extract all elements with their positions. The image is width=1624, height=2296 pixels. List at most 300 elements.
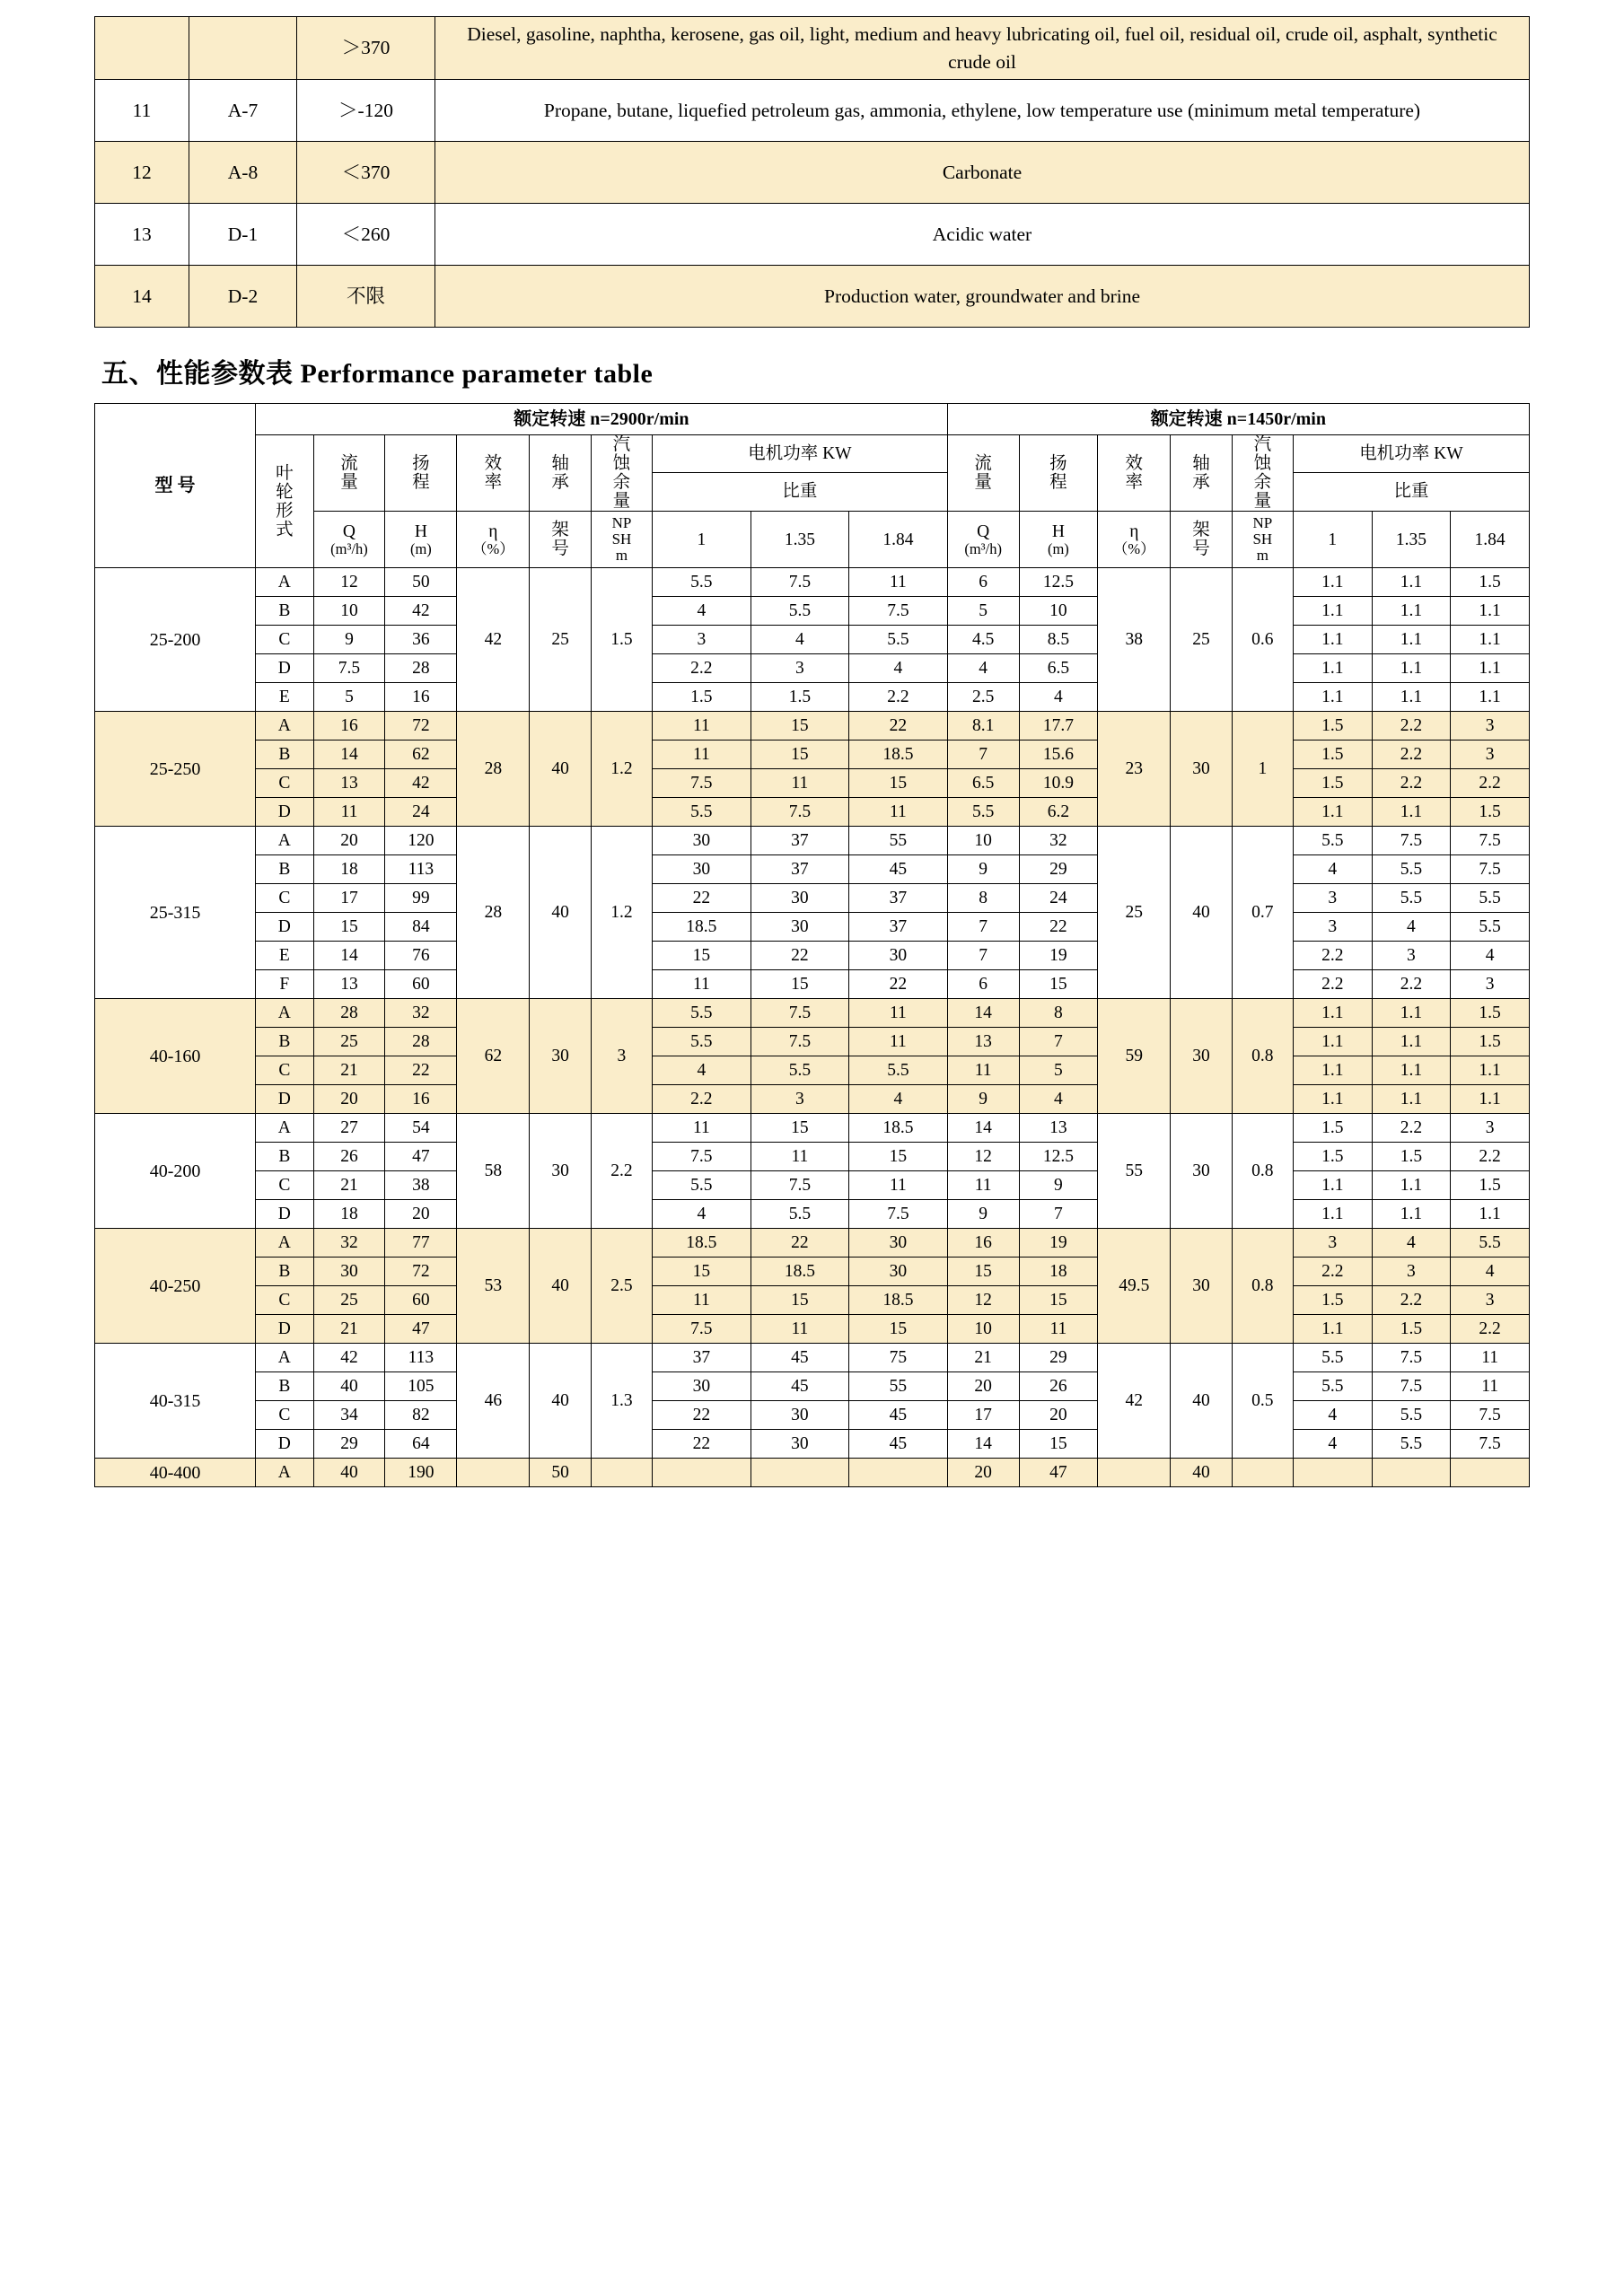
cell-power-2900-g1: 15 [653, 1258, 751, 1286]
table-row [95, 769, 1530, 798]
cell-impeller: A [256, 1229, 313, 1258]
cell-eff-1450: 42 [1098, 1344, 1171, 1459]
cell-head-1450: 24 [1019, 884, 1098, 913]
table-row [95, 1344, 1530, 1372]
media-code: A-7 [189, 80, 297, 142]
col-header-speed-2900: 额定转速 n=2900r/min [256, 404, 948, 435]
cell-head-2900: 113 [385, 1344, 457, 1372]
cell-npsh-1450: 1 [1232, 712, 1293, 827]
cell-flow-2900: 7.5 [313, 654, 385, 683]
cell-flow-1450: 5.5 [947, 798, 1019, 827]
cell-power-2900-g135: 7.5 [751, 568, 849, 597]
cell-power-2900-g184: 55 [849, 1372, 948, 1401]
cell-power-2900-g1: 11 [653, 712, 751, 741]
cell-power-1450-g184: 1.1 [1451, 1085, 1530, 1114]
cell-power-1450-g1 [1293, 1459, 1372, 1487]
cell-power-2900-g1: 4 [653, 597, 751, 626]
cell-impeller: C [256, 626, 313, 654]
cell-eff-1450: 25 [1098, 827, 1171, 999]
cell-flow-1450: 2.5 [947, 683, 1019, 712]
cell-power-1450-g135: 2.2 [1372, 769, 1451, 798]
cell-power-2900-g184: 45 [849, 1401, 948, 1430]
cell-power-1450-g184: 1.1 [1451, 683, 1530, 712]
cell-head-2900: 28 [385, 654, 457, 683]
cell-power-1450-g1: 1.5 [1293, 712, 1372, 741]
cell-npsh-2900: 3 [591, 999, 652, 1114]
cell-bearing-1450: 30 [1171, 999, 1232, 1114]
cell-head-1450: 12.5 [1019, 1143, 1098, 1171]
cell-head-1450: 15 [1019, 970, 1098, 999]
cell-power-2900-g1: 18.5 [653, 913, 751, 942]
table-row [95, 999, 1530, 1028]
cell-model: 40-250 [95, 1229, 256, 1344]
cell-power-1450-g184: 1.5 [1451, 1028, 1530, 1056]
cell-power-2900-g1: 7.5 [653, 1143, 751, 1171]
cell-power-1450-g1: 3 [1293, 884, 1372, 913]
cell-impeller: B [256, 741, 313, 769]
cell-power-1450-g184: 3 [1451, 970, 1530, 999]
col-header-gravity-1450: 比重 [1293, 472, 1529, 511]
cell-power-1450-g1: 1.1 [1293, 597, 1372, 626]
cell-flow-2900: 20 [313, 827, 385, 855]
cell-flow-1450: 9 [947, 1085, 1019, 1114]
cell-power-1450-g184: 11 [1451, 1372, 1530, 1401]
cell-head-2900: 72 [385, 712, 457, 741]
cell-power-1450-g1: 1.1 [1293, 568, 1372, 597]
col-symbol-g135-1450: 1.35 [1372, 512, 1451, 568]
cell-flow-2900: 25 [313, 1286, 385, 1315]
cell-power-2900-g135 [751, 1459, 849, 1487]
cell-power-2900-g1: 2.2 [653, 654, 751, 683]
cell-impeller: A [256, 1114, 313, 1143]
cell-flow-1450: 15 [947, 1258, 1019, 1286]
cell-impeller: D [256, 1315, 313, 1344]
cell-power-2900-g184 [849, 1459, 948, 1487]
cell-npsh-1450: 0.8 [1232, 999, 1293, 1114]
cell-impeller: A [256, 712, 313, 741]
cell-power-2900-g1: 4 [653, 1056, 751, 1085]
cell-npsh-1450: 0.5 [1232, 1344, 1293, 1459]
cell-head-1450: 4 [1019, 683, 1098, 712]
cell-impeller: B [256, 597, 313, 626]
cell-head-1450: 32 [1019, 827, 1098, 855]
cell-head-1450: 20 [1019, 1401, 1098, 1430]
cell-eff-2900: 46 [457, 1344, 530, 1459]
symbol-eta-unit: （%） [1112, 539, 1155, 557]
cell-flow-2900: 18 [313, 1200, 385, 1229]
cell-power-1450-g1: 3 [1293, 913, 1372, 942]
cell-head-2900: 113 [385, 855, 457, 884]
cell-power-2900-g184: 75 [849, 1344, 948, 1372]
cell-power-2900-g1: 4 [653, 1200, 751, 1229]
cell-npsh-2900: 1.3 [591, 1344, 652, 1459]
cell-power-1450-g1: 3 [1293, 1229, 1372, 1258]
table-row [95, 1056, 1530, 1085]
cell-power-1450-g135: 1.5 [1372, 1143, 1451, 1171]
cell-eff-1450: 55 [1098, 1114, 1171, 1229]
cell-power-2900-g135: 4 [751, 626, 849, 654]
cell-flow-1450: 14 [947, 1430, 1019, 1459]
cell-head-1450: 17.7 [1019, 712, 1098, 741]
cell-power-1450-g135: 4 [1372, 1229, 1451, 1258]
table-row [95, 1200, 1530, 1229]
cell-power-1450-g135: 4 [1372, 913, 1451, 942]
cell-power-1450-g1: 2.2 [1293, 1258, 1372, 1286]
cell-head-1450: 15 [1019, 1286, 1098, 1315]
cell-power-1450-g135: 1.1 [1372, 683, 1451, 712]
cell-impeller: A [256, 827, 313, 855]
cell-model: 25-200 [95, 568, 256, 712]
col-symbol-h-1450 [1019, 512, 1098, 568]
table-row [95, 970, 1530, 999]
cell-power-1450-g1: 5.5 [1293, 827, 1372, 855]
table-row [95, 142, 1530, 204]
cell-head-1450: 10.9 [1019, 769, 1098, 798]
cell-eff-2900: 53 [457, 1229, 530, 1344]
cell-power-1450-g135: 1.5 [1372, 1315, 1451, 1344]
cell-model: 40-315 [95, 1344, 256, 1459]
cell-flow-1450: 12 [947, 1143, 1019, 1171]
cell-head-1450: 19 [1019, 1229, 1098, 1258]
cell-impeller: D [256, 654, 313, 683]
cell-npsh-1450: 0.6 [1232, 568, 1293, 712]
cell-power-2900-g135: 7.5 [751, 1171, 849, 1200]
cell-eff-2900: 58 [457, 1114, 530, 1229]
col-header-model: 型 号 [95, 404, 256, 568]
cell-power-2900-g1: 5.5 [653, 1171, 751, 1200]
cell-power-2900-g135: 5.5 [751, 1056, 849, 1085]
cell-impeller: C [256, 1286, 313, 1315]
cell-head-2900: 120 [385, 827, 457, 855]
cell-head-1450: 7 [1019, 1200, 1098, 1229]
media-classification-table [94, 16, 1530, 328]
cell-power-1450-g184: 3 [1451, 1114, 1530, 1143]
table-row [95, 597, 1530, 626]
cell-power-1450-g184: 1.1 [1451, 1200, 1530, 1229]
cell-npsh-1450: 0.7 [1232, 827, 1293, 999]
cell-impeller: A [256, 999, 313, 1028]
col-header-flow-1450: 流 量 [947, 435, 1019, 512]
cell-power-1450-g184: 4 [1451, 942, 1530, 970]
cell-bearing-2900: 40 [530, 1229, 591, 1344]
media-code: D-1 [189, 204, 297, 266]
cell-head-1450: 7 [1019, 1028, 1098, 1056]
cell-flow-1450: 8 [947, 884, 1019, 913]
cell-power-1450-g184: 3 [1451, 741, 1530, 769]
cell-power-2900-g135: 7.5 [751, 1028, 849, 1056]
cell-impeller: B [256, 855, 313, 884]
cell-power-1450-g1: 5.5 [1293, 1344, 1372, 1372]
cell-bearing-1450: 30 [1171, 712, 1232, 827]
cell-power-2900-g184: 37 [849, 913, 948, 942]
cell-power-2900-g135: 37 [751, 855, 849, 884]
cell-power-1450-g184: 1.1 [1451, 654, 1530, 683]
cell-power-2900-g184: 11 [849, 1171, 948, 1200]
cell-power-1450-g135: 1.1 [1372, 1200, 1451, 1229]
cell-head-2900: 36 [385, 626, 457, 654]
cell-eff-1450: 49.5 [1098, 1229, 1171, 1344]
cell-power-2900-g184: 4 [849, 654, 948, 683]
cell-flow-2900: 30 [313, 1258, 385, 1286]
cell-flow-1450: 11 [947, 1171, 1019, 1200]
cell-bearing-1450: 30 [1171, 1229, 1232, 1344]
cell-bearing-2900: 25 [530, 568, 591, 712]
col-header-motor-power-1450: 电机功率 KW [1293, 435, 1529, 473]
cell-flow-2900: 14 [313, 741, 385, 769]
table-row [95, 741, 1530, 769]
cell-power-2900-g135: 18.5 [751, 1258, 849, 1286]
cell-bearing-1450: 30 [1171, 1114, 1232, 1229]
cell-eff-2900: 62 [457, 999, 530, 1114]
cell-power-2900-g184: 18.5 [849, 1114, 948, 1143]
media-desc: Propane, butane, liquefied petroleum gas, ammonia, ethylene, low temperature use (minimum metal temperature) [435, 80, 1530, 142]
cell-power-1450-g184: 7.5 [1451, 855, 1530, 884]
cell-power-1450-g135: 1.1 [1372, 626, 1451, 654]
table-row [95, 266, 1530, 328]
media-desc: Acidic water [435, 204, 1530, 266]
cell-power-2900-g135: 30 [751, 1401, 849, 1430]
col-symbol-g184-1450: 1.84 [1451, 512, 1530, 568]
cell-power-2900-g135: 5.5 [751, 1200, 849, 1229]
cell-power-1450-g184: 1.5 [1451, 999, 1530, 1028]
cell-flow-1450: 21 [947, 1344, 1019, 1372]
perf-header-group-row [95, 435, 1530, 473]
col-symbol-h-2900 [385, 512, 457, 568]
table-row [95, 654, 1530, 683]
col-symbol-npsh-1450: NP SH m [1232, 512, 1293, 568]
cell-power-2900-g1: 11 [653, 970, 751, 999]
col-header-eff-1450: 效 率 [1098, 435, 1171, 512]
cell-flow-1450: 11 [947, 1056, 1019, 1085]
cell-power-1450-g184: 7.5 [1451, 1401, 1530, 1430]
cell-npsh-2900: 1.2 [591, 827, 652, 999]
cell-flow-2900: 11 [313, 798, 385, 827]
table-row [95, 204, 1530, 266]
cell-power-2900-g184: 30 [849, 1258, 948, 1286]
cell-power-2900-g184: 55 [849, 827, 948, 855]
cell-head-2900: 24 [385, 798, 457, 827]
col-header-impeller: 叶 轮 形 式 [256, 435, 313, 568]
cell-power-2900-g1: 37 [653, 1344, 751, 1372]
cell-power-1450-g135: 7.5 [1372, 1372, 1451, 1401]
cell-npsh-1450: 0.8 [1232, 1229, 1293, 1344]
symbol-eta: η [1129, 521, 1139, 541]
cell-head-1450: 11 [1019, 1315, 1098, 1344]
cell-flow-1450: 9 [947, 855, 1019, 884]
cell-eff-2900 [457, 1459, 530, 1487]
cell-head-1450: 6.2 [1019, 798, 1098, 827]
cell-power-1450-g184: 1.5 [1451, 568, 1530, 597]
cell-power-1450-g135 [1372, 1459, 1451, 1487]
cell-power-1450-g135: 3 [1372, 942, 1451, 970]
cell-impeller: A [256, 1344, 313, 1372]
cell-power-2900-g184: 45 [849, 1430, 948, 1459]
cell-impeller: C [256, 769, 313, 798]
cell-power-1450-g1: 4 [1293, 1430, 1372, 1459]
cell-power-1450-g135: 2.2 [1372, 712, 1451, 741]
symbol-h-unit: (m) [1047, 539, 1069, 557]
cell-impeller: C [256, 884, 313, 913]
cell-power-2900-g135: 30 [751, 884, 849, 913]
cell-npsh-1450: 0.8 [1232, 1114, 1293, 1229]
cell-head-2900: 32 [385, 999, 457, 1028]
col-header-speed-1450: 额定转速 n=1450r/min [947, 404, 1529, 435]
cell-power-2900-g135: 11 [751, 1315, 849, 1344]
media-no: 11 [95, 80, 189, 142]
cell-flow-1450: 14 [947, 1114, 1019, 1143]
cell-power-1450-g1: 1.1 [1293, 1056, 1372, 1085]
cell-eff-1450 [1098, 1459, 1171, 1487]
cell-flow-1450: 17 [947, 1401, 1019, 1430]
cell-npsh-2900: 2.5 [591, 1229, 652, 1344]
cell-head-2900: 60 [385, 970, 457, 999]
cell-power-2900-g1: 2.2 [653, 1085, 751, 1114]
cell-flow-1450: 16 [947, 1229, 1019, 1258]
col-symbol-g184-2900: 1.84 [849, 512, 948, 568]
cell-bearing-1450: 40 [1171, 1459, 1232, 1487]
cell-power-2900-g1: 18.5 [653, 1229, 751, 1258]
cell-head-2900: 64 [385, 1430, 457, 1459]
symbol-eta-unit: （%） [472, 539, 514, 557]
cell-bearing-1450: 40 [1171, 827, 1232, 999]
cell-model: 40-400 [95, 1459, 256, 1487]
cell-npsh-2900: 1.2 [591, 712, 652, 827]
cell-head-2900: 38 [385, 1171, 457, 1200]
table-row [95, 1286, 1530, 1315]
table-row [95, 712, 1530, 741]
cell-power-1450-g1: 1.5 [1293, 741, 1372, 769]
cell-flow-1450: 12 [947, 1286, 1019, 1315]
symbol-eta: η [488, 521, 498, 541]
cell-head-2900: 77 [385, 1229, 457, 1258]
cell-power-1450-g184: 3 [1451, 712, 1530, 741]
cell-flow-1450: 4.5 [947, 626, 1019, 654]
cell-impeller: E [256, 683, 313, 712]
cell-power-2900-g135: 7.5 [751, 798, 849, 827]
table-row [95, 568, 1530, 597]
col-header-flow-2900: 流 量 [313, 435, 385, 512]
table-row [95, 942, 1530, 970]
cell-power-2900-g1: 7.5 [653, 1315, 751, 1344]
cell-flow-2900: 21 [313, 1056, 385, 1085]
cell-flow-2900: 42 [313, 1344, 385, 1372]
cell-impeller: D [256, 1085, 313, 1114]
performance-parameter-table [94, 403, 1530, 1487]
media-no [95, 17, 189, 80]
cell-head-1450: 22 [1019, 913, 1098, 942]
cell-model: 40-160 [95, 999, 256, 1114]
media-table-body [95, 17, 1530, 328]
cell-power-1450-g135: 1.1 [1372, 1028, 1451, 1056]
cell-power-1450-g135: 2.2 [1372, 970, 1451, 999]
cell-flow-2900: 34 [313, 1401, 385, 1430]
cell-head-1450: 12.5 [1019, 568, 1098, 597]
cell-power-1450-g135: 5.5 [1372, 855, 1451, 884]
cell-flow-2900: 21 [313, 1315, 385, 1344]
cell-power-2900-g184: 22 [849, 712, 948, 741]
cell-head-2900: 47 [385, 1143, 457, 1171]
cell-power-2900-g135: 5.5 [751, 597, 849, 626]
cell-power-1450-g135: 1.1 [1372, 654, 1451, 683]
cell-power-2900-g184: 30 [849, 942, 948, 970]
table-row [95, 1372, 1530, 1401]
cell-flow-1450: 7 [947, 942, 1019, 970]
cell-power-1450-g184: 1.1 [1451, 1056, 1530, 1085]
cell-head-2900: 62 [385, 741, 457, 769]
cell-power-1450-g1: 2.2 [1293, 942, 1372, 970]
cell-head-2900: 76 [385, 942, 457, 970]
table-row [95, 17, 1530, 80]
cell-power-2900-g1: 30 [653, 1372, 751, 1401]
cell-flow-2900: 27 [313, 1114, 385, 1143]
cell-head-2900: 42 [385, 769, 457, 798]
cell-head-2900: 20 [385, 1200, 457, 1229]
media-no: 13 [95, 204, 189, 266]
cell-flow-2900: 5 [313, 683, 385, 712]
cell-power-1450-g1: 1.5 [1293, 1143, 1372, 1171]
cell-power-1450-g184: 2.2 [1451, 1315, 1530, 1344]
media-temp: ＞-120 [297, 80, 435, 142]
cell-flow-2900: 13 [313, 769, 385, 798]
cell-power-1450-g184: 7.5 [1451, 827, 1530, 855]
cell-head-1450: 26 [1019, 1372, 1098, 1401]
symbol-h: H [414, 521, 427, 541]
cell-flow-2900: 9 [313, 626, 385, 654]
cell-head-2900: 28 [385, 1028, 457, 1056]
media-code: A-8 [189, 142, 297, 204]
cell-bearing-2900: 40 [530, 712, 591, 827]
cell-power-2900-g184: 37 [849, 884, 948, 913]
cell-flow-1450: 8.1 [947, 712, 1019, 741]
cell-impeller: C [256, 1056, 313, 1085]
symbol-q-unit: (m³/h) [330, 539, 368, 557]
cell-flow-2900: 13 [313, 970, 385, 999]
cell-head-2900: 82 [385, 1401, 457, 1430]
symbol-h: H [1051, 521, 1065, 541]
cell-head-2900: 54 [385, 1114, 457, 1143]
cell-bearing-2900: 50 [530, 1459, 591, 1487]
cell-power-2900-g1: 30 [653, 827, 751, 855]
cell-power-1450-g184: 4 [1451, 1258, 1530, 1286]
cell-power-1450-g1: 1.1 [1293, 1171, 1372, 1200]
cell-power-1450-g184: 7.5 [1451, 1430, 1530, 1459]
cell-power-2900-g184: 15 [849, 1143, 948, 1171]
table-row [95, 1258, 1530, 1286]
table-row [95, 80, 1530, 142]
cell-impeller: E [256, 942, 313, 970]
cell-power-2900-g184: 5.5 [849, 626, 948, 654]
table-row [95, 1315, 1530, 1344]
cell-impeller: D [256, 798, 313, 827]
cell-power-2900-g135: 1.5 [751, 683, 849, 712]
table-row [95, 1459, 1530, 1487]
cell-npsh-2900 [591, 1459, 652, 1487]
cell-power-1450-g135: 1.1 [1372, 1056, 1451, 1085]
symbol-h-unit: (m) [409, 539, 432, 557]
cell-power-2900-g135: 11 [751, 1143, 849, 1171]
cell-model: 40-200 [95, 1114, 256, 1229]
cell-flow-1450: 20 [947, 1372, 1019, 1401]
cell-power-1450-g1: 1.1 [1293, 798, 1372, 827]
cell-flow-1450: 7 [947, 913, 1019, 942]
cell-flow-1450: 10 [947, 1315, 1019, 1344]
cell-head-1450: 5 [1019, 1056, 1098, 1085]
cell-impeller: B [256, 1372, 313, 1401]
table-row [95, 1430, 1530, 1459]
cell-power-2900-g135: 15 [751, 1286, 849, 1315]
table-row [95, 1401, 1530, 1430]
cell-power-1450-g184: 1.5 [1451, 1171, 1530, 1200]
